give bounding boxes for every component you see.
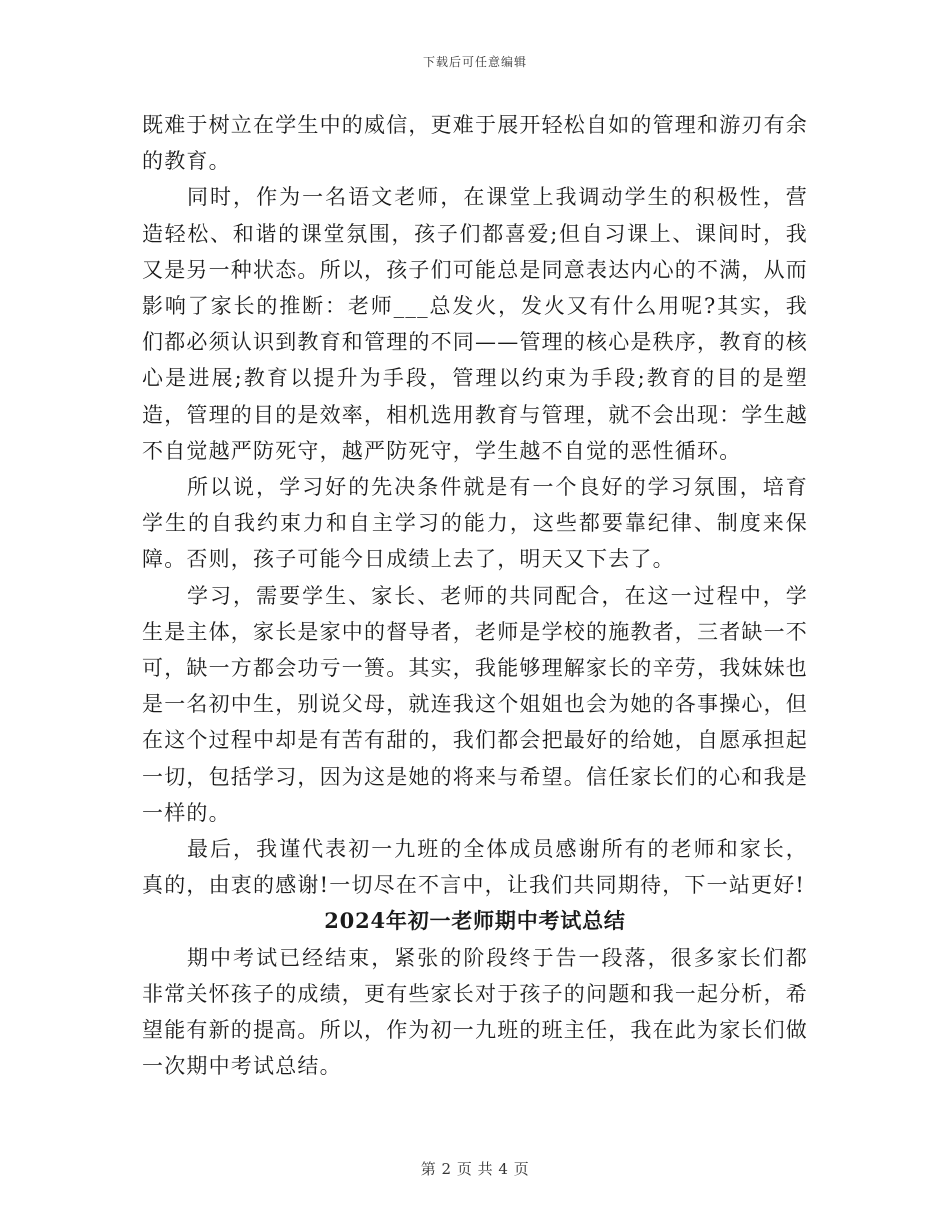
paragraph-continuation: 既难于树立在学生中的威信，更难于展开轻松自如的管理和游刃有余的教育。 xyxy=(142,113,808,174)
paragraph-thanks: 最后，我谨代表初一九班的全体成员感谢所有的老师和家长，真的，由衷的感谢!一切尽在不言中，让我们共同期待，下一站更好! xyxy=(142,837,808,898)
paragraph-cooperation: 学习，需要学生、家长、老师的共同配合，在这一过程中，学生是主体，家长是家中的督导者，老师是学校的施教者，三者缺一不可，缺一方都会功亏一篑。其实，我能够理解家长的辛劳，我妹妹也是一名初中生，别说父母，就连我这个姐姐也会为她的各事操心，但在这个过程中却是有苦有甜的，我们都会把最好的给她，自愿承担起一切，包括学习，因为这是她的将来与希望。信任家长们的心和我是一样的。 xyxy=(142,583,808,825)
paragraph-learning-atmosphere: 所以说，学习好的先决条件就是有一个良好的学习氛围，培育学生的自我约束力和自主学习的能力，这些都要靠纪律、制度来保障。否则，孩子可能今日成绩上去了，明天又下去了。 xyxy=(142,475,808,572)
paragraph-midterm-intro: 期中考试已经结束，紧张的阶段终于告一段落，很多家长们都非常关怀孩子的成绩，更有些家长对于孩子的问题和我一起分析，希望能有新的提高。所以，作为初一九班的班主任，我在此为家长们做一次期中考试总结。 xyxy=(142,945,808,1079)
page-header: 下载后可任意编辑 xyxy=(422,55,527,69)
page-number: 第 2 页 共 4 页 xyxy=(420,1160,530,1178)
document-body xyxy=(142,107,808,1084)
paragraph-teaching-vs-management: 同时，作为一名语文老师，在课堂上我调动学生的积极性，营造轻松、和谐的课堂氛围，孩子们都喜爱;但自习课上、课间时，我又是另一种状态。所以，孩子们可能总是同意表达内心的不满，从而影响了家长的推断：老师___总发火，发火又有什么用呢?其实，我们都必须认识到教育和管理的不同——管理的核心是秩序，教育的核心是进展;教育以提升为手段，管理以约束为手段;教育的目的是塑造，管理的目的是效率，相机选用教育与管理，就不会出现：学生越不自觉越严防死守，越严防死守，学生越不自觉的恶性循环。 xyxy=(142,185,808,463)
section-title: 2024年初一老师期中考试总结 xyxy=(324,908,626,934)
